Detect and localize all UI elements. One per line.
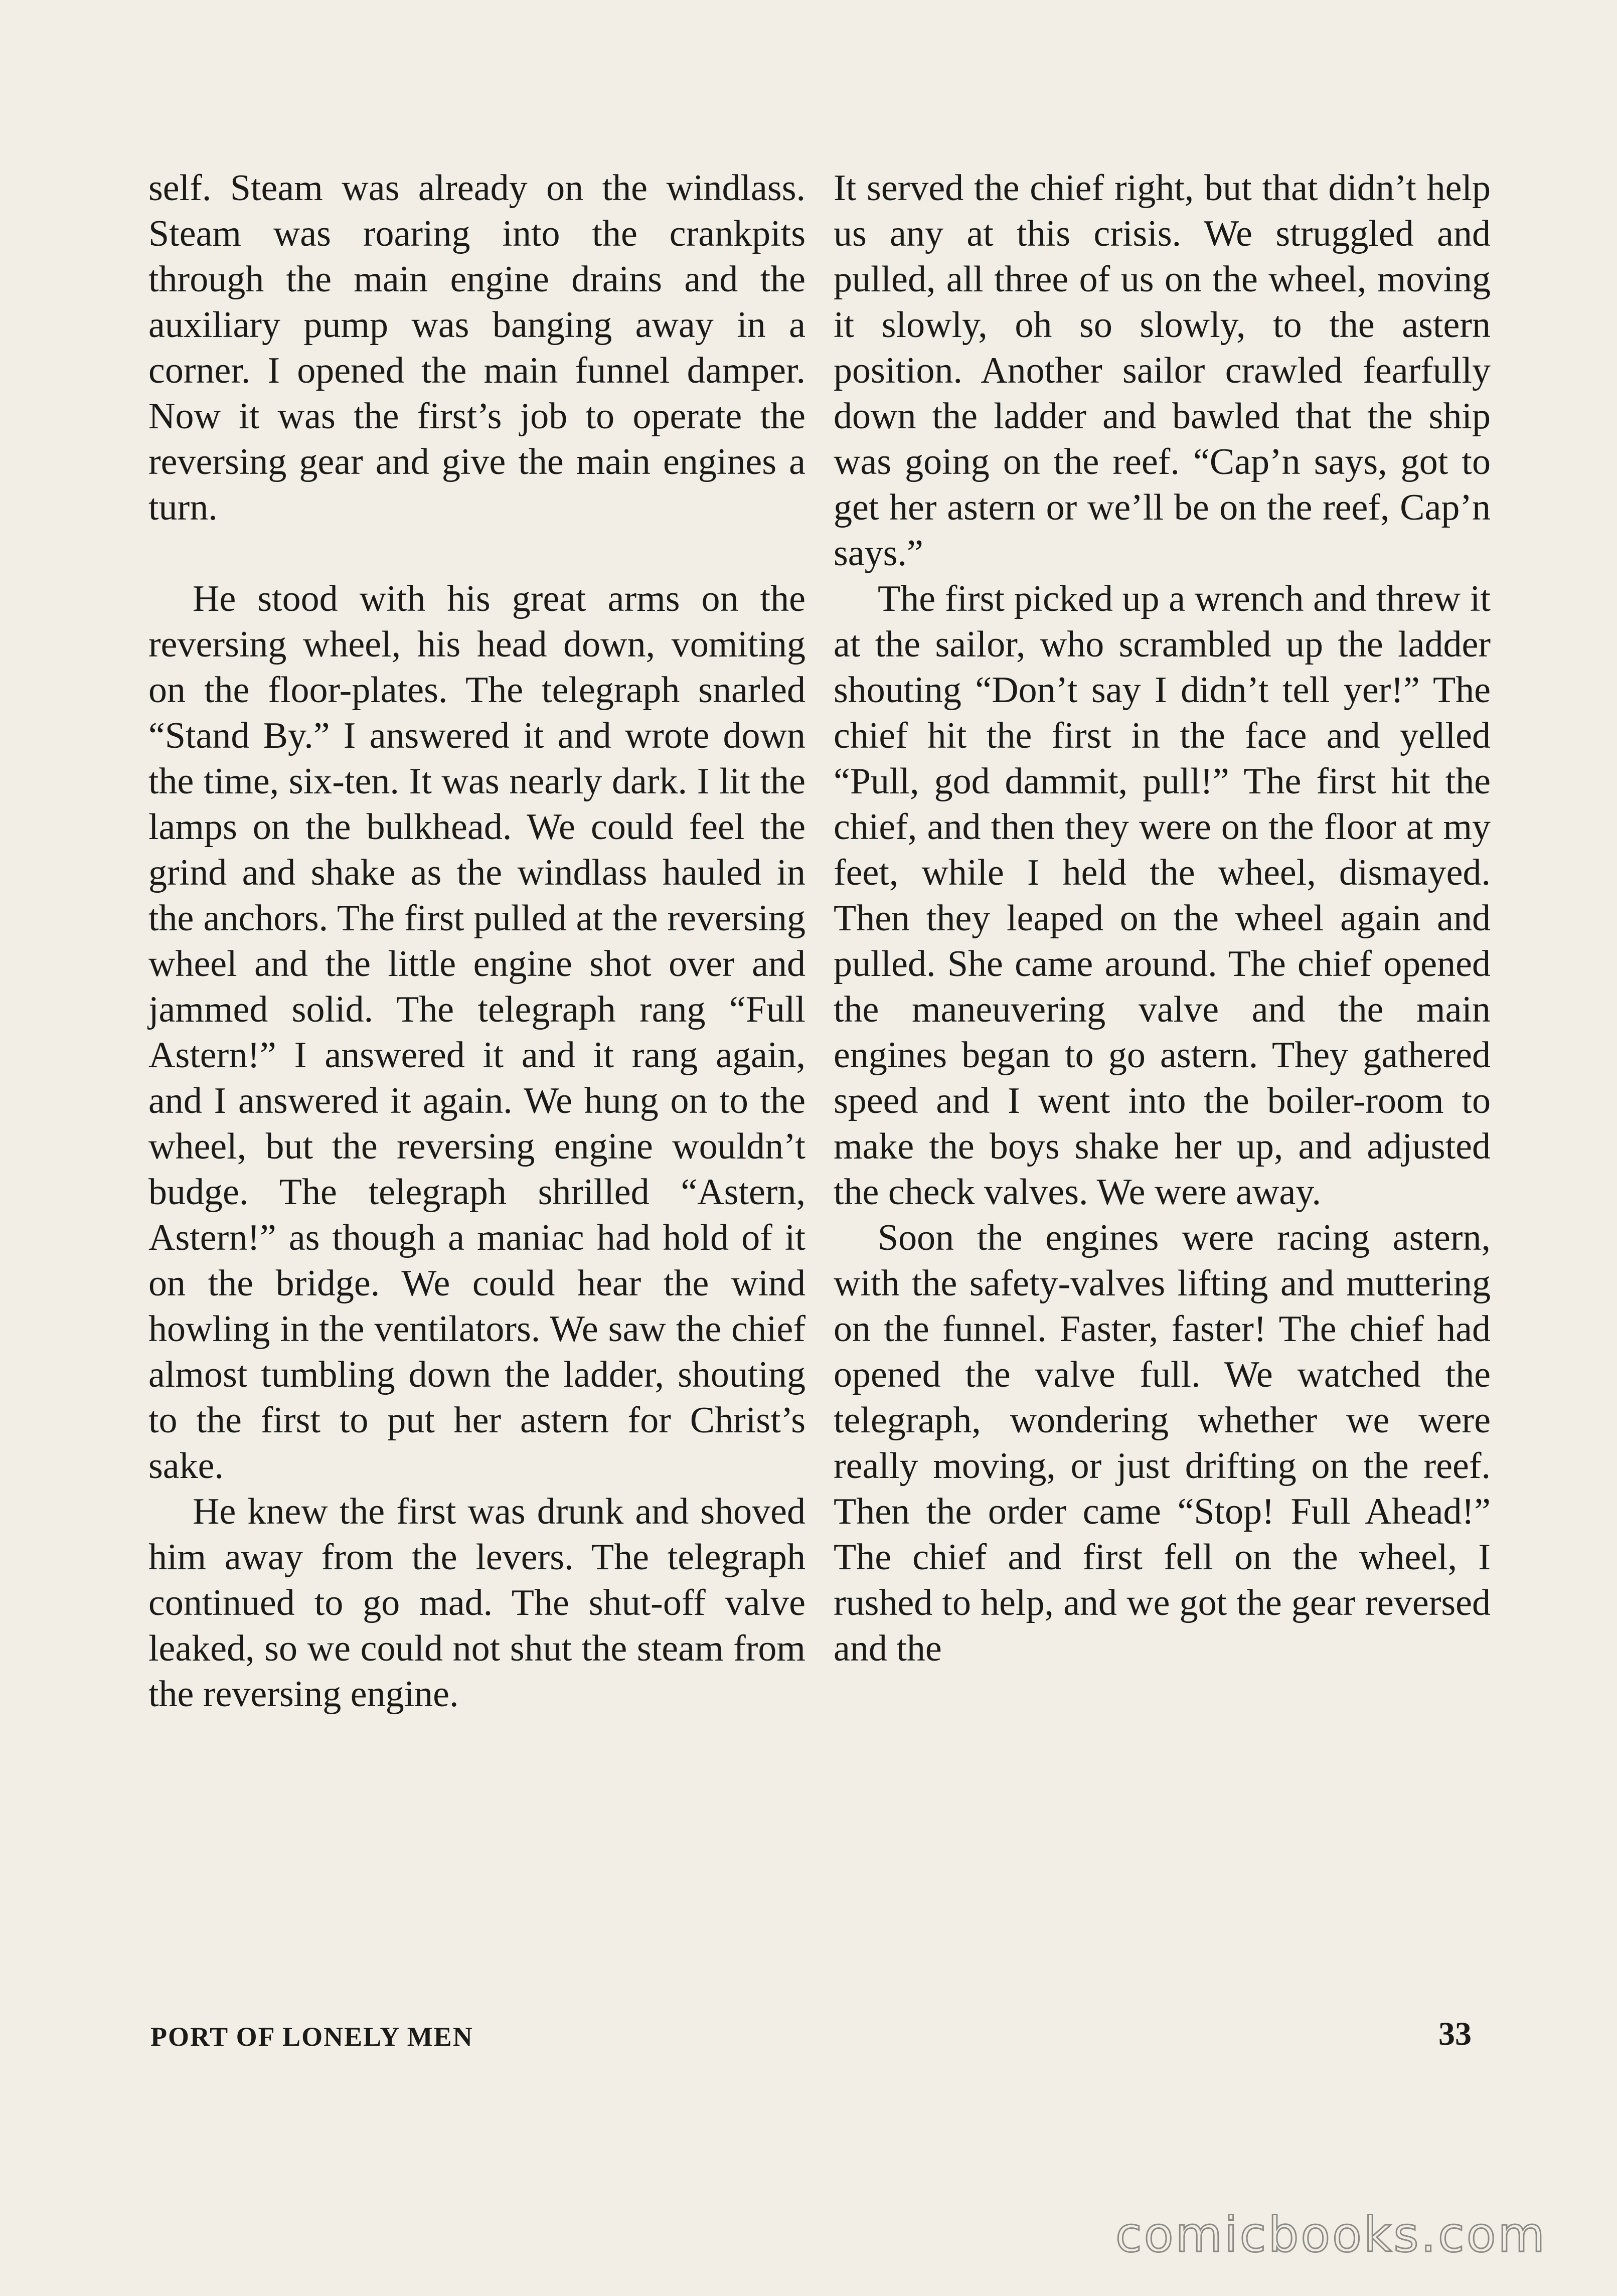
running-footer-title: PORT OF LONELY MEN: [150, 2022, 473, 2052]
paragraph: The first picked up a wrench and threw it at the sailor, who scrambled up the ladder shouting “Don’t say I didn’t tell yer!” The chief hit the first in the face and yelled “Pull, god dammit, pull!” The first hit the chief, and then they were on the floor at my feet, while I held the wheel, dismayed. Then they leaped on the wheel again and pulled. She came around. The chief opened the maneuvering valve and the main engines began to go astern. They gathered speed and I went into the boiler-room to make the boys shake her up, and adjusted the check valves. We were away.: [834, 578, 1491, 1213]
paragraph: He stood with his great arms on the reversing wheel, his head down, vomiting on the floor-plates. The telegraph snarled “Stand By.” I answered it and wrote down the time, six-ten. It was nearly dark. I lit the lamps on the bulkhead. We could feel the grind and shake as the windlass hauled in the anchors. The first pulled at the reversing wheel and the little engine shot over and jammed solid. The telegraph rang “Full Astern!” I answered it and it rang again, and I answered it again. We hung on to the wheel, but the reversing engine wouldn’t budge. The telegraph shrilled “Astern, Astern!” as though a maniac had hold of it on the bridge. We could hear the wind howling in the ventilators. We saw the chief almost tumbling down the ladder, shouting to the first to put her astern for Christ’s sake.: [148, 578, 805, 1487]
left-text-column: [148, 166, 805, 1717]
paragraph: It served the chief right, but that didn’t help us any at this crisis. We struggled and pulled, all three of us on the wheel, moving it slowly, oh so slowly, to the astern position. Another sailor crawled fearfully down the ladder and bawled that the ship was going on the reef. “Cap’n says, got to get her astern or we’ll be on the reef, Cap’n says.”: [834, 168, 1491, 574]
right-text-column: [834, 166, 1491, 1672]
paragraph-continued: self. Steam was already on the windlass. Steam was roaring into the crankpits through the main engine drains and the auxiliary pump was banging away in a corner. I opened the main funnel damper. Now it was the first’s job to operate the reversing gear and give the main engines a turn.: [148, 168, 805, 528]
watermark: comicbooks.com: [1115, 2207, 1547, 2263]
paragraph: He knew the first was drunk and shoved him away from the levers. The telegraph continued to go mad. The shut-off valve leaked, so we could not shut the steam from the reversing engine.: [148, 1491, 805, 1715]
page-number: 33: [1438, 2016, 1472, 2052]
paragraph: Soon the engines were racing astern, with the safety-valves lifting and muttering on the funnel. Faster, faster! The chief had opened the valve full. We watched the telegraph, wondering whether we were really moving, or just drifting on the reef. Then the order came “Stop! Full Ahead!” The chief and first fell on the wheel, I rushed to help, and we got the gear reversed and the: [834, 1217, 1491, 1669]
